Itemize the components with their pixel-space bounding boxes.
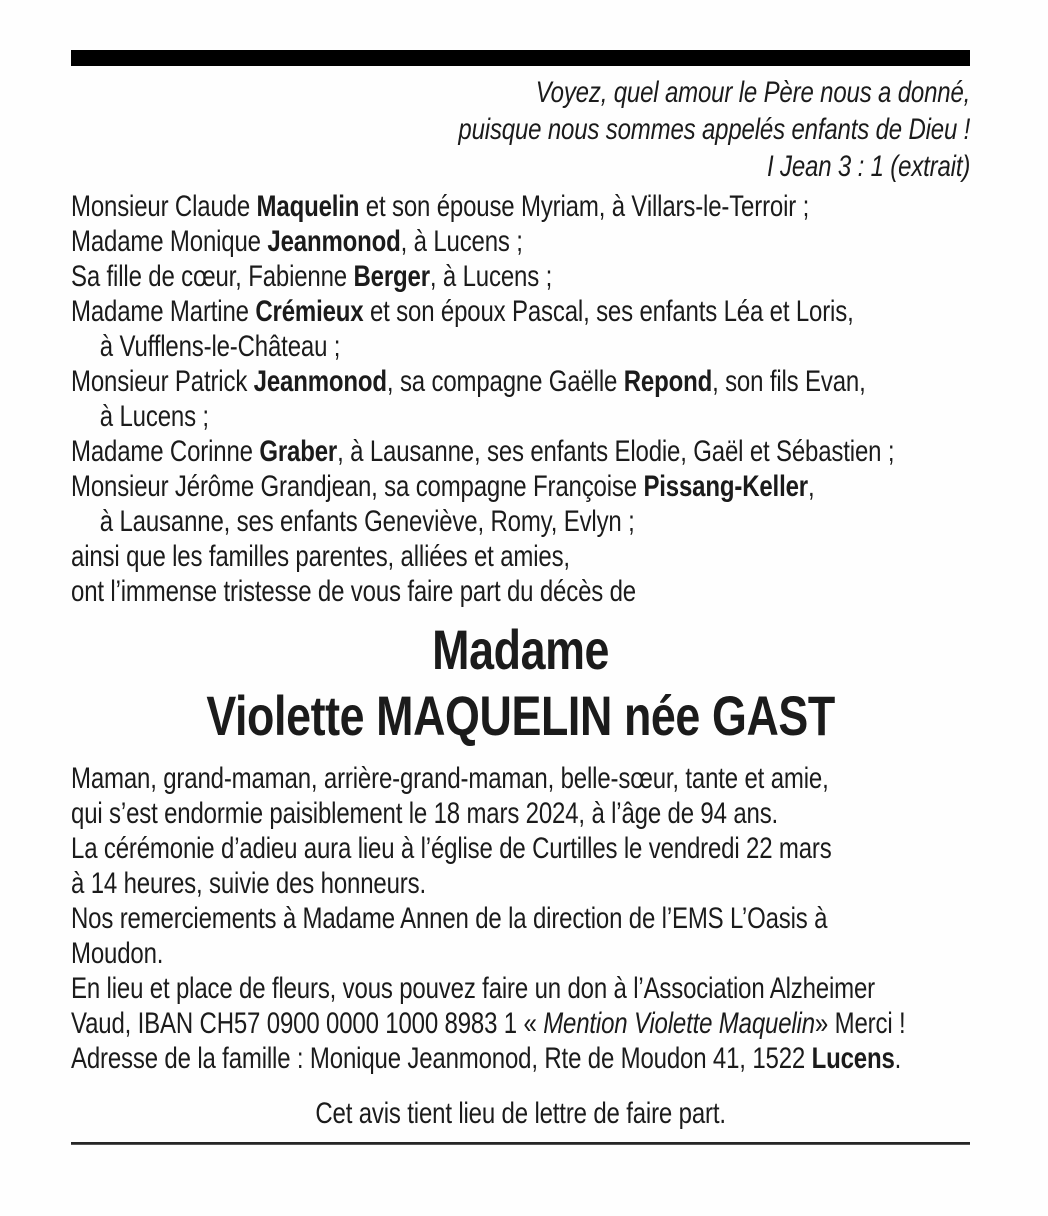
plain-text: Monsieur Claude bbox=[71, 190, 257, 223]
text-line bbox=[71, 294, 970, 329]
text-line bbox=[71, 761, 970, 796]
text-line bbox=[71, 831, 970, 866]
plain-text: à Vufflens-le-Château ; bbox=[99, 330, 341, 363]
plain-text: La cérémonie d’adieu aura lieu à l’église de Curtilles le vendredi 22 mars bbox=[71, 832, 832, 865]
bold-name: Jeanmonod bbox=[267, 225, 401, 258]
text-line bbox=[71, 504, 970, 539]
plain-text: Sa fille de cœur, Fabienne bbox=[71, 260, 354, 293]
plain-text: ont l’immense tristesse de vous faire part du décès de bbox=[71, 575, 636, 608]
plain-text: . bbox=[894, 1042, 902, 1075]
text-line bbox=[71, 539, 970, 574]
plain-text: Adresse de la famille : Monique Jeanmonod, Rte de Moudon 41, 1522 bbox=[71, 1042, 812, 1075]
text-line bbox=[71, 1006, 970, 1041]
text-line bbox=[71, 148, 970, 185]
deceased-title: Madame bbox=[432, 618, 610, 681]
top-black-bar bbox=[71, 50, 970, 66]
text-line bbox=[71, 399, 970, 434]
plain-text: , bbox=[807, 470, 815, 503]
text-line bbox=[71, 224, 970, 259]
text-line bbox=[71, 1041, 970, 1076]
bold-name: Pissang-Keller bbox=[643, 470, 808, 503]
plain-text: à Lucens ; bbox=[99, 400, 209, 433]
ceremony-details bbox=[71, 761, 970, 1076]
plain-text: Maman, grand-maman, arrière-grand-maman, belle-sœur, tante et amie, bbox=[71, 762, 829, 795]
text-line bbox=[71, 329, 970, 364]
text-line bbox=[71, 259, 970, 294]
scripture-quote bbox=[71, 74, 970, 185]
text-line bbox=[71, 971, 970, 1006]
plain-text: Vaud, IBAN CH57 0900 0000 1000 8983 1 « bbox=[71, 1007, 544, 1040]
plain-text: I Jean 3 : 1 (extrait) bbox=[766, 150, 971, 183]
text-line bbox=[71, 434, 970, 469]
footer-notice: Cet avis tient lieu de lettre de faire part. bbox=[315, 1097, 726, 1130]
text-line bbox=[71, 796, 970, 831]
text-column bbox=[71, 74, 970, 1131]
text-line bbox=[71, 364, 970, 399]
plain-text: En lieu et place de fleurs, vous pouvez faire un don à l’Association Alzheimer bbox=[71, 972, 875, 1005]
plain-text: Monsieur Jérôme Grandjean, sa compagne Françoise bbox=[71, 470, 644, 503]
text-line bbox=[71, 111, 970, 148]
bottom-rule bbox=[71, 1142, 970, 1145]
deceased-heading bbox=[71, 617, 970, 749]
deceased-name: Violette MAQUELIN née GAST bbox=[206, 684, 835, 747]
italic-text: Mention Violette Maquelin bbox=[543, 1007, 815, 1040]
bold-name: Repond bbox=[623, 365, 713, 398]
plain-text: Monsieur Patrick bbox=[71, 365, 254, 398]
plain-text: , sa compagne Gaëlle bbox=[386, 365, 624, 398]
text-line bbox=[71, 936, 970, 971]
text-line bbox=[71, 574, 970, 609]
family-announcement bbox=[71, 189, 970, 609]
bold-name: Berger bbox=[353, 260, 430, 293]
text-line bbox=[71, 189, 970, 224]
plain-text: , son fils Evan, bbox=[712, 365, 866, 398]
plain-text: , à Lucens ; bbox=[429, 260, 553, 293]
notice-content bbox=[71, 50, 970, 1145]
bold-name: Maquelin bbox=[256, 190, 360, 223]
text-line bbox=[71, 901, 970, 936]
plain-text: Madame Monique bbox=[71, 225, 268, 258]
plain-text: , à Lucens ; bbox=[400, 225, 523, 258]
bold-name: Lucens bbox=[811, 1042, 895, 1075]
plain-text: Nos remerciements à Madame Annen de la direction de l’EMS L’Oasis à bbox=[71, 902, 828, 935]
plain-text: et son époux Pascal, ses enfants Léa et Loris, bbox=[363, 295, 854, 328]
plain-text: , à Lausanne, ses enfants Elodie, Gaël et Sébastien ; bbox=[337, 435, 895, 468]
text-line bbox=[71, 469, 970, 504]
bold-name: Crémieux bbox=[255, 295, 364, 328]
bold-name: Graber bbox=[259, 435, 338, 468]
bold-name: Jeanmonod bbox=[253, 365, 387, 398]
plain-text: Voyez, quel amour le Père nous a donné, bbox=[535, 76, 971, 109]
plain-text: Madame Martine bbox=[71, 295, 256, 328]
plain-text: qui s’est endormie paisiblement le 18 mars 2024, à l’âge de 94 ans. bbox=[71, 797, 779, 830]
plain-text: ainsi que les familles parentes, alliées et amies, bbox=[71, 540, 570, 573]
plain-text: à 14 heures, suivie des honneurs. bbox=[71, 867, 426, 900]
text-line bbox=[71, 74, 970, 111]
plain-text: » Merci ! bbox=[814, 1007, 906, 1040]
plain-text: à Lausanne, ses enfants Geneviève, Romy, Evlyn ; bbox=[99, 505, 635, 538]
text-line bbox=[71, 866, 970, 901]
plain-text: Moudon. bbox=[71, 937, 164, 970]
plain-text: et son épouse Myriam, à Villars-le-Terroir ; bbox=[359, 190, 810, 223]
plain-text: Madame Corinne bbox=[71, 435, 260, 468]
plain-text: puisque nous sommes appelés enfants de Dieu ! bbox=[458, 113, 971, 146]
